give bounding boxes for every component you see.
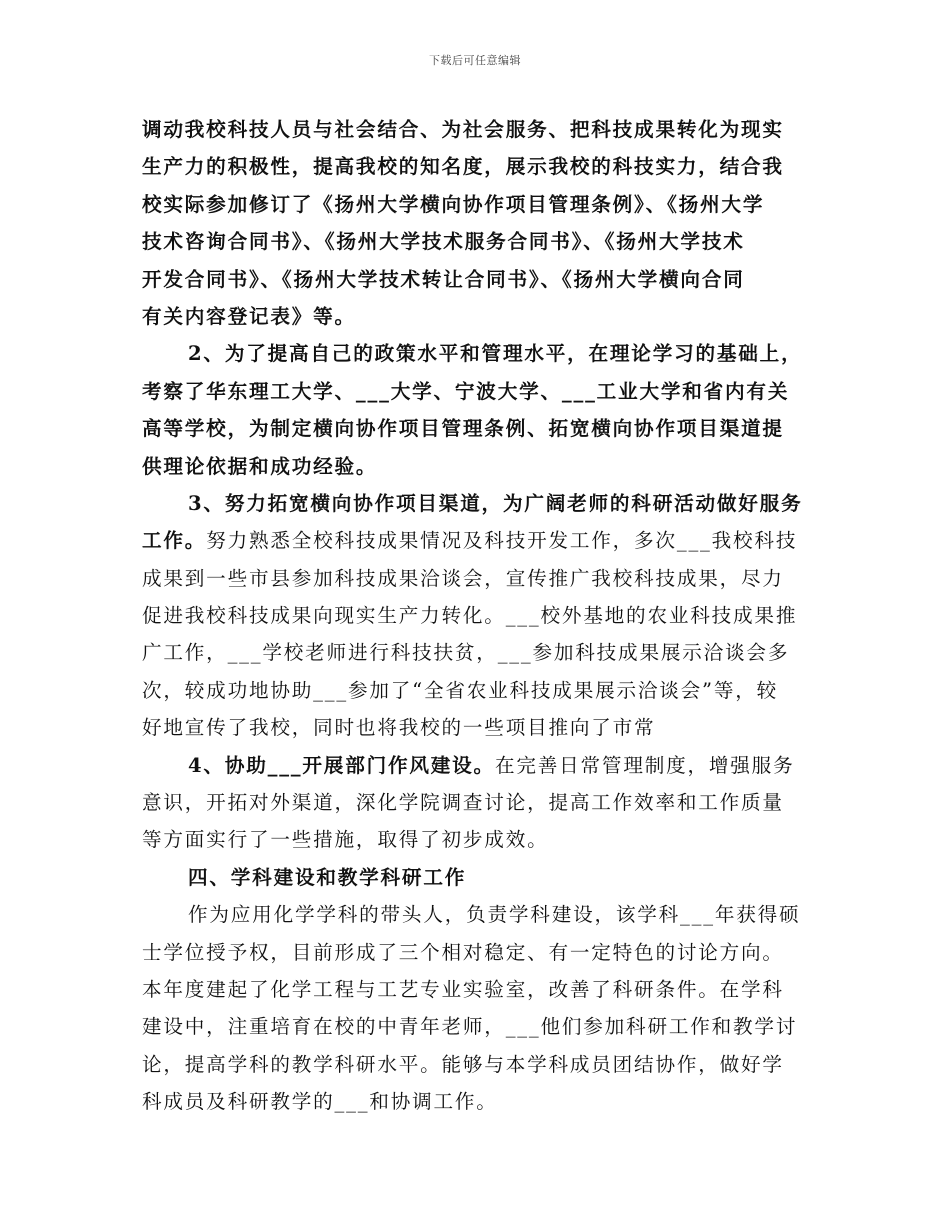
text-line — [142, 1083, 810, 1120]
text-line — [142, 111, 810, 148]
text-line-continuation: 努力熟悉全校科技成果情况及科技开发工作，多次___我校科技 — [206, 529, 798, 553]
text-line — [142, 373, 810, 410]
text-line-content: 促进我校科技成果向现实生产力转化。___校外基地的农业科技成果推 — [142, 604, 798, 628]
text-line-content: 有关内容登记表》等。 — [142, 304, 356, 328]
text-line — [142, 634, 810, 671]
text-line-content: 等方面实行了一些措施，取得了初步成效。 — [142, 828, 549, 852]
text-line-content: 技术咨询合同书》、《扬州大学技术服务合同书》、《扬州大学技术 — [142, 230, 745, 254]
text-line — [142, 672, 810, 709]
text-line — [142, 148, 810, 185]
text-line-content: 2、为了提高自己的政策水平和管理水平，在理论学习的基础上， — [188, 342, 803, 366]
text-line-content: 工作。 — [142, 529, 207, 553]
text-line-content: 生产力的积极性，提高我校的知名度，展示我校的科技实力，结合我 — [142, 155, 784, 179]
text-line-content: 开发合同书》、《扬州大学技术转让合同书》、《扬州大学横向合同 — [142, 267, 745, 291]
text-line-content: 科成员及科研教学的___和协调工作。 — [142, 1090, 498, 1114]
text-line-content: 四、学科建设和教学科研工作 — [188, 865, 467, 889]
text-line-content: 作为应用化学学科的带头人，负责学科建设，该学科___年获得硕 — [188, 903, 801, 927]
text-line-content: 校实际参加修订了《扬州大学横向协作项目管理条例》、《扬州大学 — [142, 192, 765, 216]
text-line-content: 论，提高学科的教学科研水平。能够与本学科成员团结协作，做好学 — [142, 1052, 784, 1076]
text-line-content: 供理论依据和成功经验。 — [142, 454, 378, 478]
text-line-content: 高等学校，为制定横向协作项目管理条例、拓宽横向协作项目渠道提 — [142, 417, 784, 441]
text-line — [142, 448, 810, 485]
page-header: 下载后可任意编辑 — [429, 54, 521, 67]
text-line — [142, 784, 810, 821]
text-line — [142, 934, 810, 971]
text-line — [142, 186, 810, 223]
text-line — [142, 522, 810, 559]
text-line — [142, 747, 810, 784]
text-line-content: 意识，开拓对外渠道，深化学院调查讨论，提高工作效率和工作质量 — [142, 791, 784, 815]
text-line — [142, 335, 810, 372]
text-line — [142, 298, 810, 335]
text-line-content: 好地宣传了我校，同时也将我校的一些项目推向了市常 — [142, 716, 656, 740]
text-line-content: 4、协助___开展部门作风建设。 — [188, 753, 495, 777]
text-line-content: 次，较成功地协助___参加了“全省农业科技成果展示洽谈会”等，较 — [142, 678, 779, 702]
text-line — [142, 560, 810, 597]
text-line-content: 3、努力拓宽横向协作项目渠道，为广阔老师的科研活动做好服务 — [188, 491, 803, 515]
text-line — [142, 971, 810, 1008]
text-line-content: 调动我校科技人员与社会结合、为社会服务、把科技成果转化为现实 — [142, 118, 784, 141]
text-line — [142, 261, 810, 298]
text-line-content: 士学位授予权，目前形成了三个相对稳定、有一定特色的讨论方向。 — [142, 940, 784, 964]
text-line — [142, 709, 810, 746]
text-line — [142, 821, 810, 858]
text-line — [142, 485, 810, 522]
text-line — [142, 859, 810, 896]
document-body — [142, 111, 810, 1121]
text-line-continuation: 在完善日常管理制度，增强服务 — [494, 753, 795, 777]
text-line — [142, 223, 810, 260]
text-line-content: 考察了华东理工大学、___大学、宁波大学、___工业大学和省内有关 — [142, 379, 790, 403]
text-line-content: 广工作，___学校老师进行科技扶贫，___参加科技成果展示洽谈会多 — [142, 641, 790, 665]
text-line — [142, 1046, 810, 1083]
text-line-content: 成果到一些市县参加科技成果洽谈会，宣传推广我校科技成果，尽力 — [142, 566, 784, 590]
text-line — [142, 1008, 810, 1045]
text-line-content: 本年度建起了化学工程与工艺专业实验室，改善了科研条件。在学科 — [142, 977, 784, 1001]
text-line — [142, 410, 810, 447]
text-line — [142, 896, 810, 933]
text-line — [142, 597, 810, 634]
text-line-content: 建设中，注重培育在校的中青年老师，___他们参加科研工作和教学讨 — [142, 1015, 798, 1039]
